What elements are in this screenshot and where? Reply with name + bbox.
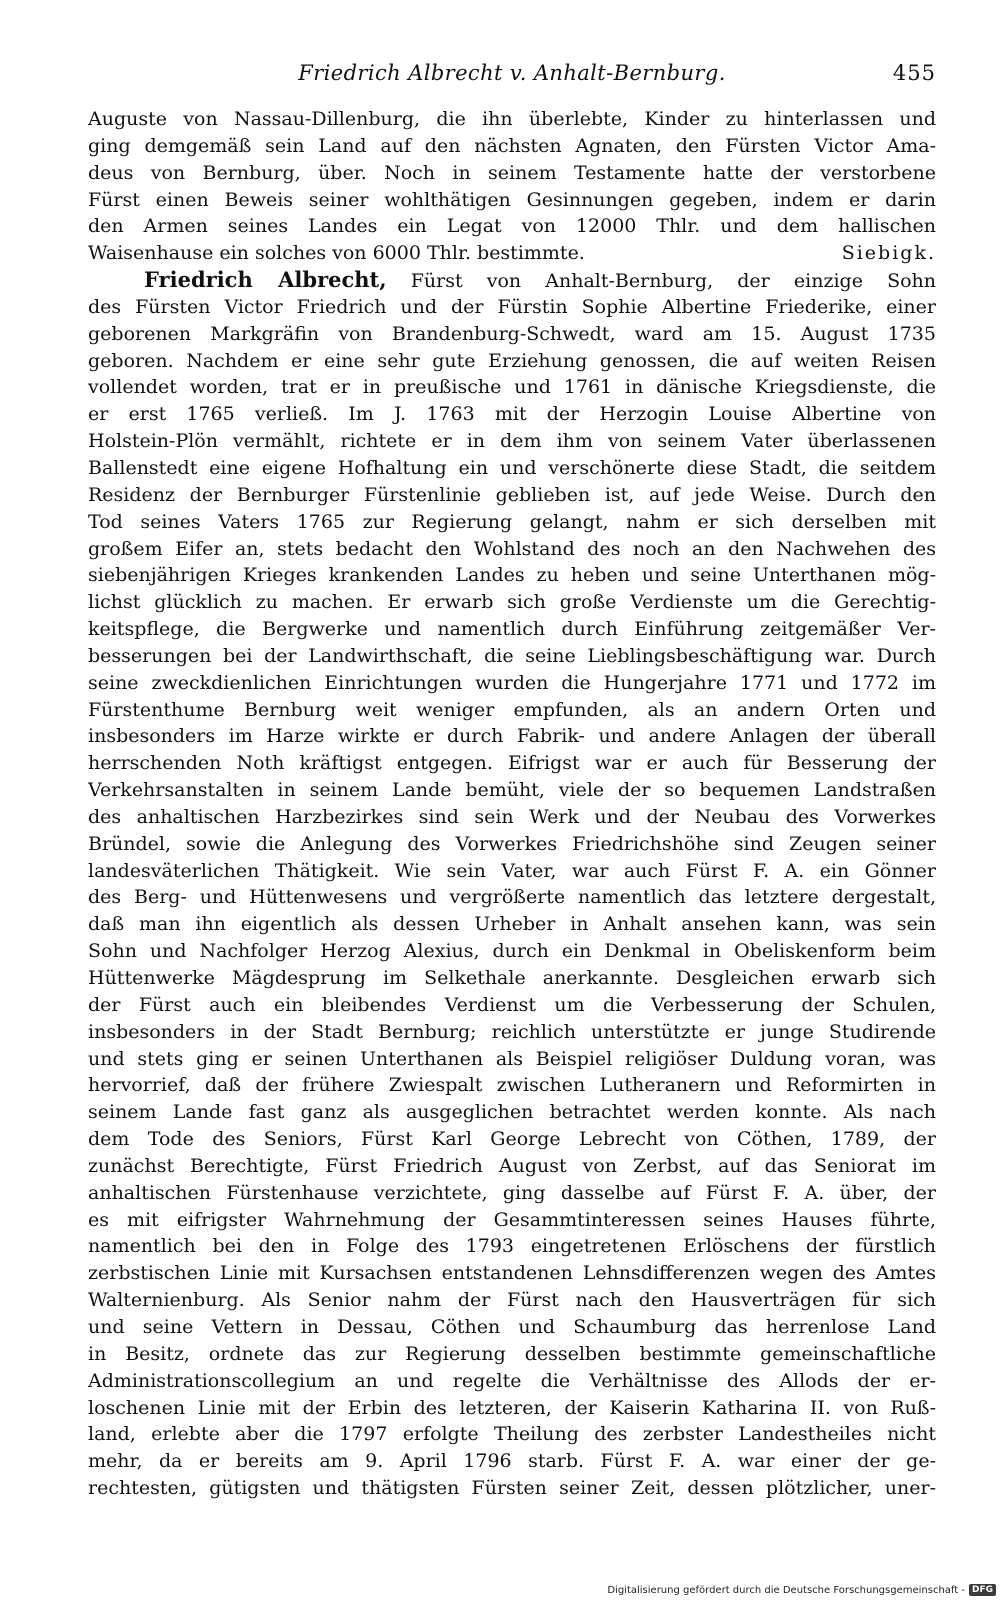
text-line-last bbox=[88, 240, 936, 267]
text-line: zerbstischen Linie mit Kursachsen entstandenen Lehnsdifferenzen wegen des Amtes bbox=[88, 1262, 936, 1285]
running-head-title: Friedrich Albrecht v. Anhalt-Bernburg. bbox=[298, 61, 726, 85]
text-line: loschenen Linie mit der Erbin des letzteren, der Kaiserin Katharina II. von Ruß- bbox=[88, 1396, 936, 1419]
text-line: Residenz der Bernburger Fürstenlinie geblieben ist, auf jede Weise. Durch den bbox=[88, 483, 936, 506]
text-line: insbesonders in der Stadt Bernburg; reichlich unterstützte er junge Studirende bbox=[88, 1020, 936, 1043]
text-line: des Fürsten Victor Friedrich und der Fürstin Sophie Albertine Friederike, einer bbox=[88, 295, 936, 318]
text-line: rechtesten, gütigsten und thätigsten Fürsten seiner Zeit, dessen plötzlicher, uner- bbox=[88, 1477, 936, 1500]
text-line: der Fürst auch ein bleibendes Verdienst um die Verbesserung der Schulen, bbox=[88, 993, 936, 1016]
text-line: zunächst Berechtigte, Fürst Friedrich August von Zerbst, auf das Seniorat im bbox=[88, 1154, 936, 1177]
text-line: landesväterlichen Thätigkeit. Wie sein Vater, war auch Fürst F. A. ein Gönner bbox=[88, 859, 936, 882]
text-line: vollendet worden, trat er in preußische und 1761 in dänische Kriegsdienste, die bbox=[88, 376, 936, 399]
text-line: den Armen seines Landes ein Legat von 12000 Thlr. und dem hallischen bbox=[88, 215, 936, 238]
text-line: dem Tode des Seniors, Fürst Karl George Lebrecht von Cöthen, 1789, der bbox=[88, 1128, 936, 1151]
text-line: in Besitz, ordnete das zur Regierung desselben bestimmte gemeinschaftliche bbox=[88, 1342, 936, 1365]
article-text bbox=[88, 106, 936, 1502]
paragraph-continuation bbox=[88, 106, 936, 267]
article-headword: Friedrich Albrecht, bbox=[144, 267, 387, 293]
text-line: er erst 1765 verließ. Im J. 1763 mit der Herzogin Louise Albertine von bbox=[88, 403, 936, 426]
dfg-logo: DFG bbox=[969, 1584, 996, 1596]
text-line: seine zweckdienlichen Einrichtungen wurden die Hungerjahre 1771 und 1772 im bbox=[88, 671, 936, 694]
text-line: keitspflege, die Bergwerke und namentlich durch Einführung zeitgemäßer Ver- bbox=[88, 618, 936, 641]
author-signature: Siebigk. bbox=[841, 242, 936, 265]
text-line: und seine Vettern in Dessau, Cöthen und Schaumburg das herrenlose Land bbox=[88, 1315, 936, 1338]
text-line: siebenjährigen Krieges krankenden Landes zu heben und seine Unterthanen mög- bbox=[88, 564, 936, 587]
text-line: herrschenden Noth kräftigst entgegen. Eifrigst war er auch für Besserung der bbox=[88, 752, 936, 775]
text-line: Verkehrsanstalten in seinem Lande bemüht, viele der so bequemen Landstraßen bbox=[88, 779, 936, 802]
text-line: lichst glücklich zu machen. Er erwarb sich große Verdienste um die Gerechtig- bbox=[88, 591, 936, 614]
text-line: Fürstenthume Bernburg weit weniger empfunden, als an andern Orten und bbox=[88, 698, 936, 721]
text-line: besserungen bei der Landwirthschaft, die seine Lieblingsbeschäftigung war. Durch bbox=[88, 644, 936, 667]
text-line: geboren. Nachdem er eine sehr gute Erziehung genossen, die auf weiten Reisen bbox=[88, 349, 936, 372]
text-line: land, erlebte aber die 1797 erfolgte Theilung des zerbster Landestheiles nicht bbox=[88, 1423, 936, 1446]
text-line: es mit eifrigster Wahrnehmung der Gesammtinteressen seines Hauses führte, bbox=[88, 1208, 936, 1231]
text-line: des Berg- und Hüttenwesens und vergrößerte namentlich das letztere dergestalt, bbox=[88, 886, 936, 909]
text-line: Walternienburg. Als Senior nahm der Fürst nach den Hausverträgen für sich bbox=[88, 1289, 936, 1312]
text-line-first bbox=[88, 267, 936, 294]
text-line-content: Waisenhause ein solches von 6000 Thlr. bestimmte. bbox=[88, 242, 585, 265]
page-number: 455 bbox=[892, 61, 936, 85]
footer-text: Digitalisierung gefördert durch die Deutsche Forschungsgemeinschaft - bbox=[607, 1584, 965, 1596]
text-line: Tod seines Vaters 1765 zur Regierung gelangt, nahm er sich derselben mit bbox=[88, 510, 936, 533]
digitization-footer bbox=[607, 1584, 996, 1596]
text-line: Bründel, sowie die Anlegung des Vorwerkes Friedrichshöhe sind Zeugen seiner bbox=[88, 832, 936, 855]
running-head bbox=[88, 58, 936, 92]
text-line: des anhaltischen Harzbezirkes sind sein Werk und der Neubau des Vorwerkes bbox=[88, 805, 936, 828]
text-line: und stets ging er seinen Unterthanen als Beispiel religiöser Duldung voran, was bbox=[88, 1047, 936, 1070]
text-line: anhaltischen Fürstenhause verzichtete, ging dasselbe auf Fürst F. A. über, der bbox=[88, 1181, 936, 1204]
text-line: Administrationscollegium an und regelte die Verhältnisse des Allods der er- bbox=[88, 1369, 936, 1392]
text-line: deus von Bernburg, über. Noch in seinem Testamente hatte der verstorbene bbox=[88, 161, 936, 184]
text-line: hervorrief, daß der frühere Zwiespalt zwischen Lutheranern und Reformirten in bbox=[88, 1074, 936, 1097]
text-line: Holstein-Plön vermählt, richtete er in dem ihm von seinem Vater überlassenen bbox=[88, 430, 936, 453]
text-line: Hüttenwerke Mägdesprung im Selkethale anerkannte. Desgleichen erwarb sich bbox=[88, 967, 936, 989]
text-line: daß man ihn eigentlich als dessen Urheber in Anhalt ansehen kann, was sein bbox=[88, 913, 936, 936]
text-line: ging demgemäß sein Land auf den nächsten Agnaten, den Fürsten Victor Ama- bbox=[88, 134, 936, 157]
page bbox=[88, 58, 936, 1502]
text-line: Ballenstedt eine eigene Hofhaltung ein und verschönerte diese Stadt, die seitdem bbox=[88, 456, 936, 479]
text-line: seinem Lande fast ganz als ausgeglichen betrachtet werden konnte. Als nach bbox=[88, 1101, 936, 1124]
text-line: mehr, da er bereits am 9. April 1796 starb. Fürst F. A. war einer der ge- bbox=[88, 1450, 936, 1473]
text-line: geborenen Markgräfin von Brandenburg-Schwedt, ward am 15. August 1735 bbox=[88, 322, 936, 345]
text-line-content: Fürst von Anhalt-Bernburg, der einzige Sohn bbox=[410, 270, 936, 293]
paragraph-article bbox=[88, 267, 936, 1502]
text-line: Auguste von Nassau-Dillenburg, die ihn überlebte, Kinder zu hinterlassen und bbox=[88, 108, 936, 130]
text-line: Fürst einen Beweis seiner wohlthätigen Gesinnungen gegeben, indem er darin bbox=[88, 188, 936, 211]
text-line: insbesonders im Harze wirkte er durch Fabrik- und andere Anlagen der überall bbox=[88, 725, 936, 748]
text-line: Sohn und Nachfolger Herzog Alexius, durch ein Denkmal in Obeliskenform beim bbox=[88, 940, 936, 963]
text-line: großem Eifer an, stets bedacht den Wohlstand des noch an den Nachwehen des bbox=[88, 537, 936, 560]
text-line: namentlich bei den in Folge des 1793 eingetretenen Erlöschens der fürstlich bbox=[88, 1235, 936, 1258]
